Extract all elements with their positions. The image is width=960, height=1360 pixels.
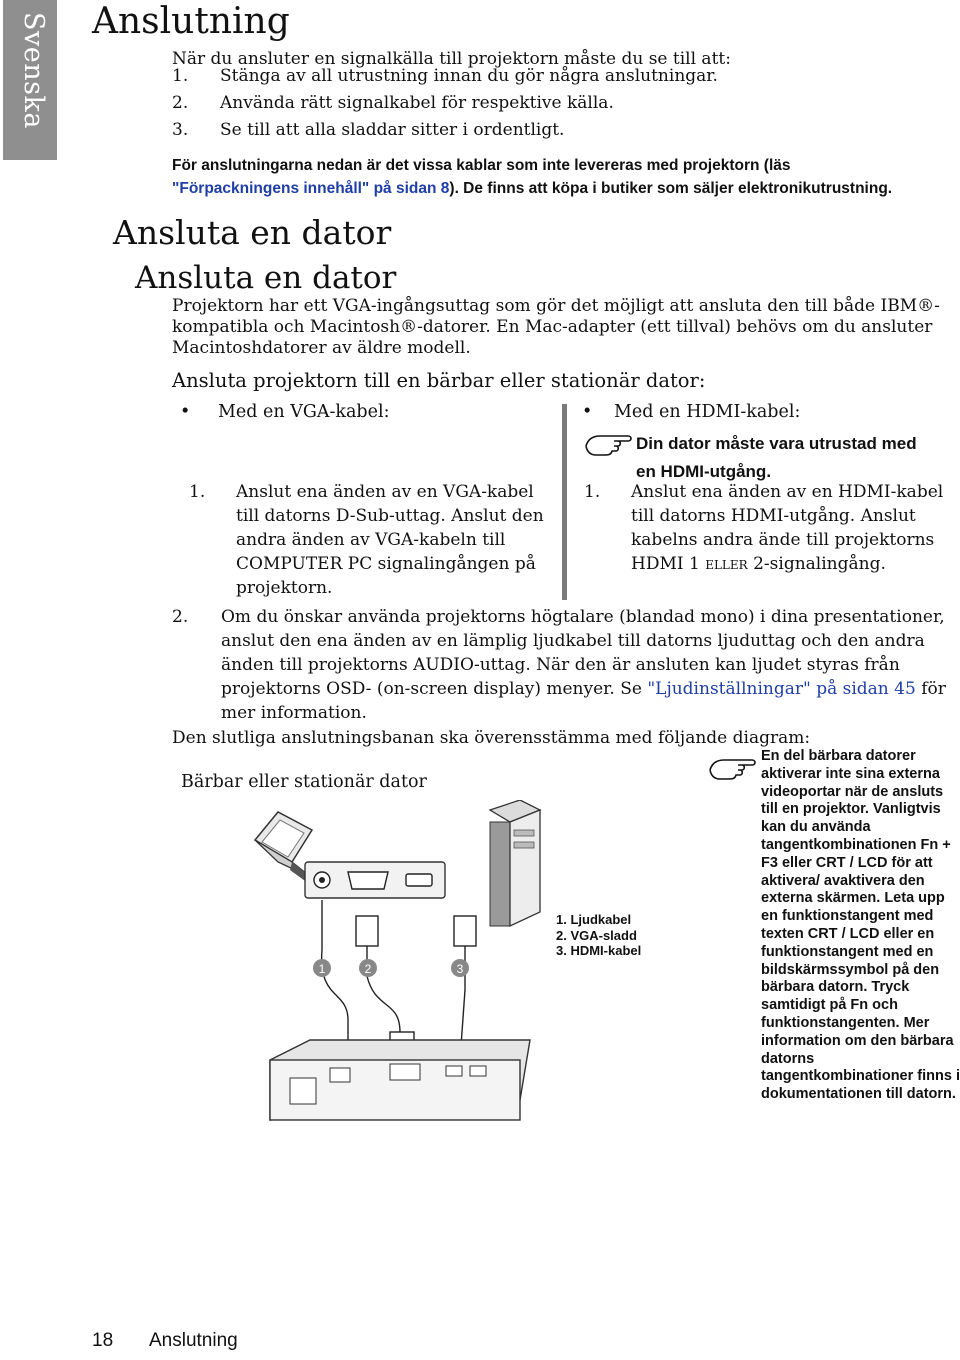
bullet-symbol: • bbox=[180, 402, 191, 422]
checklist-text: Använda rätt signalkabel för respektive källa. bbox=[220, 93, 614, 113]
final-line: Den slutliga anslutningsbanan ska överensstämma med följande diagram: bbox=[172, 728, 811, 748]
callout-1: 1 bbox=[318, 962, 326, 976]
audio-step-part3: för mer information. bbox=[221, 679, 946, 723]
desktop-tower-illustration bbox=[490, 800, 540, 926]
checklist-item bbox=[172, 117, 564, 144]
checklist-item bbox=[172, 90, 614, 117]
page-title: Anslutning bbox=[92, 1, 290, 42]
checklist-text: Stänga av all utrustning innan du gör några anslutningar. bbox=[220, 66, 718, 86]
hdmi-step-text bbox=[631, 480, 960, 576]
column-divider bbox=[562, 404, 567, 600]
cable-note bbox=[172, 154, 902, 200]
footer-section: Anslutning bbox=[149, 1330, 238, 1351]
legend-item: 1. Ljudkabel bbox=[556, 912, 632, 927]
checklist-number: 3. bbox=[172, 120, 189, 140]
audio-port: AUDIO bbox=[413, 655, 474, 675]
hdmi-bullet bbox=[582, 398, 800, 426]
connect-heading: Ansluta projektorn till en bärbar eller stationär dator: bbox=[172, 369, 706, 392]
callout-2: 2 bbox=[364, 962, 372, 976]
step-number: 1. bbox=[584, 482, 601, 502]
checklist-item bbox=[172, 63, 718, 90]
checklist-number: 1. bbox=[172, 66, 189, 86]
vga-bullet bbox=[180, 398, 390, 426]
legend-item: 2. VGA-sladd bbox=[556, 927, 637, 943]
pointing-hand-icon bbox=[708, 754, 758, 782]
hdmi-note: Din dator måste vara utrustad med en HDMI-utgång. bbox=[636, 434, 917, 481]
section-heading: Ansluta en dator bbox=[113, 213, 392, 252]
cable-note-text: För anslutningarna nedan är det vissa kablar som inte levereras med projektorn (läs bbox=[172, 157, 791, 174]
bullet-symbol: • bbox=[582, 402, 593, 422]
laptop-video-note: En del bärbara datorer aktiverar inte sina externa videoportar när de ansluts till en projektor. Vanligtvis kan du använda tangentkombinationen Fn + F3 eller CRT / LCD för att aktivera/ avaktivera den externa skärmen. Leta upp en funktionstangent med texten CRT / LCD eller en funktionstangent med en bildskärmssymbol på den bärbara datorn. Tryck samtidigt på Fn och funktionstangenten. Mer information om den bärbara datorns tangentkombinationer finns i dokumentationen till datorn. bbox=[761, 748, 960, 1103]
checklist-text: Se till att alla sladdar sitter i ordentligt. bbox=[220, 120, 565, 140]
hdmi-port: HDMI 1 eller 2 bbox=[631, 554, 764, 574]
hdmi-title: Med en HDMI-kabel: bbox=[614, 402, 801, 422]
diagram-legend bbox=[556, 912, 641, 959]
legend-item: 3. HDMI-kabel bbox=[556, 943, 642, 958]
intro-text: När du ansluter en signalkälla till projektorn måste du se till att: bbox=[172, 49, 731, 69]
audio-settings-link[interactable]: "Ljudinställningar" på sidan 45 bbox=[647, 679, 916, 699]
callout-3: 3 bbox=[456, 962, 464, 976]
subsection-heading: Ansluta en dator bbox=[135, 260, 397, 296]
hdmi-step-part2: -signalingång. bbox=[763, 554, 886, 574]
projector-illustration bbox=[270, 1040, 530, 1120]
audio-step-part1: Om du önskar använda projektorns högtalare (blandad mono) i dina presentationer, anslut den ena änden av en lämplig ljudkabel till datorns ljuduttag och den andra änden till projektorns bbox=[221, 607, 945, 675]
language-tab bbox=[3, 0, 57, 160]
vga-step-part2: signalingången på projektorn. bbox=[236, 554, 536, 598]
audio-step-text bbox=[221, 605, 951, 725]
step-number: 1. bbox=[189, 482, 206, 502]
laptop-illustration bbox=[255, 812, 312, 886]
audio-step-part2: -uttag. När den är ansluten kan ljudet styras från projektorns OSD- (on-screen display) menyer. Se bbox=[221, 655, 900, 699]
packaging-link[interactable]: "Förpackningens innehåll" på sidan 8 bbox=[172, 180, 450, 197]
intro-paragraph: Projektorn har ett VGA-ingångsuttag som gör det möjligt att ansluta den till både IBM®-kompatibla och Macintosh®-datorer. En Mac-adapter (ett tillval) behövs om du ansluter Macintoshdatorer av äldre modell. bbox=[172, 296, 940, 358]
page-number: 18 bbox=[92, 1330, 114, 1351]
checklist-number: 2. bbox=[172, 93, 189, 113]
connection-diagram bbox=[200, 800, 560, 1130]
vga-step-part1: Anslut ena änden av en VGA-kabel till datorns D-Sub-uttag. Anslut den andra änden av VGA-kabeln till bbox=[236, 482, 544, 550]
vga-step-text bbox=[236, 480, 556, 600]
hdmi-step-part1: Anslut ena änden av en HDMI-kabel till datorns HDMI-utgång. Anslut kabelns andra ände till projektorns bbox=[631, 482, 944, 550]
language-tab-label: Svenska bbox=[18, 12, 49, 129]
cable-note-text-end: ). De finns att köpa i butiker som säljer elektronikutrustning. bbox=[449, 180, 893, 197]
step-number: 2. bbox=[172, 607, 189, 627]
vga-title: Med en VGA-kabel: bbox=[218, 402, 390, 422]
pointing-hand-icon bbox=[584, 430, 634, 458]
computer-pc-port: COMPUTER PC bbox=[236, 554, 373, 574]
diagram-title: Bärbar eller stationär dator bbox=[181, 772, 427, 792]
